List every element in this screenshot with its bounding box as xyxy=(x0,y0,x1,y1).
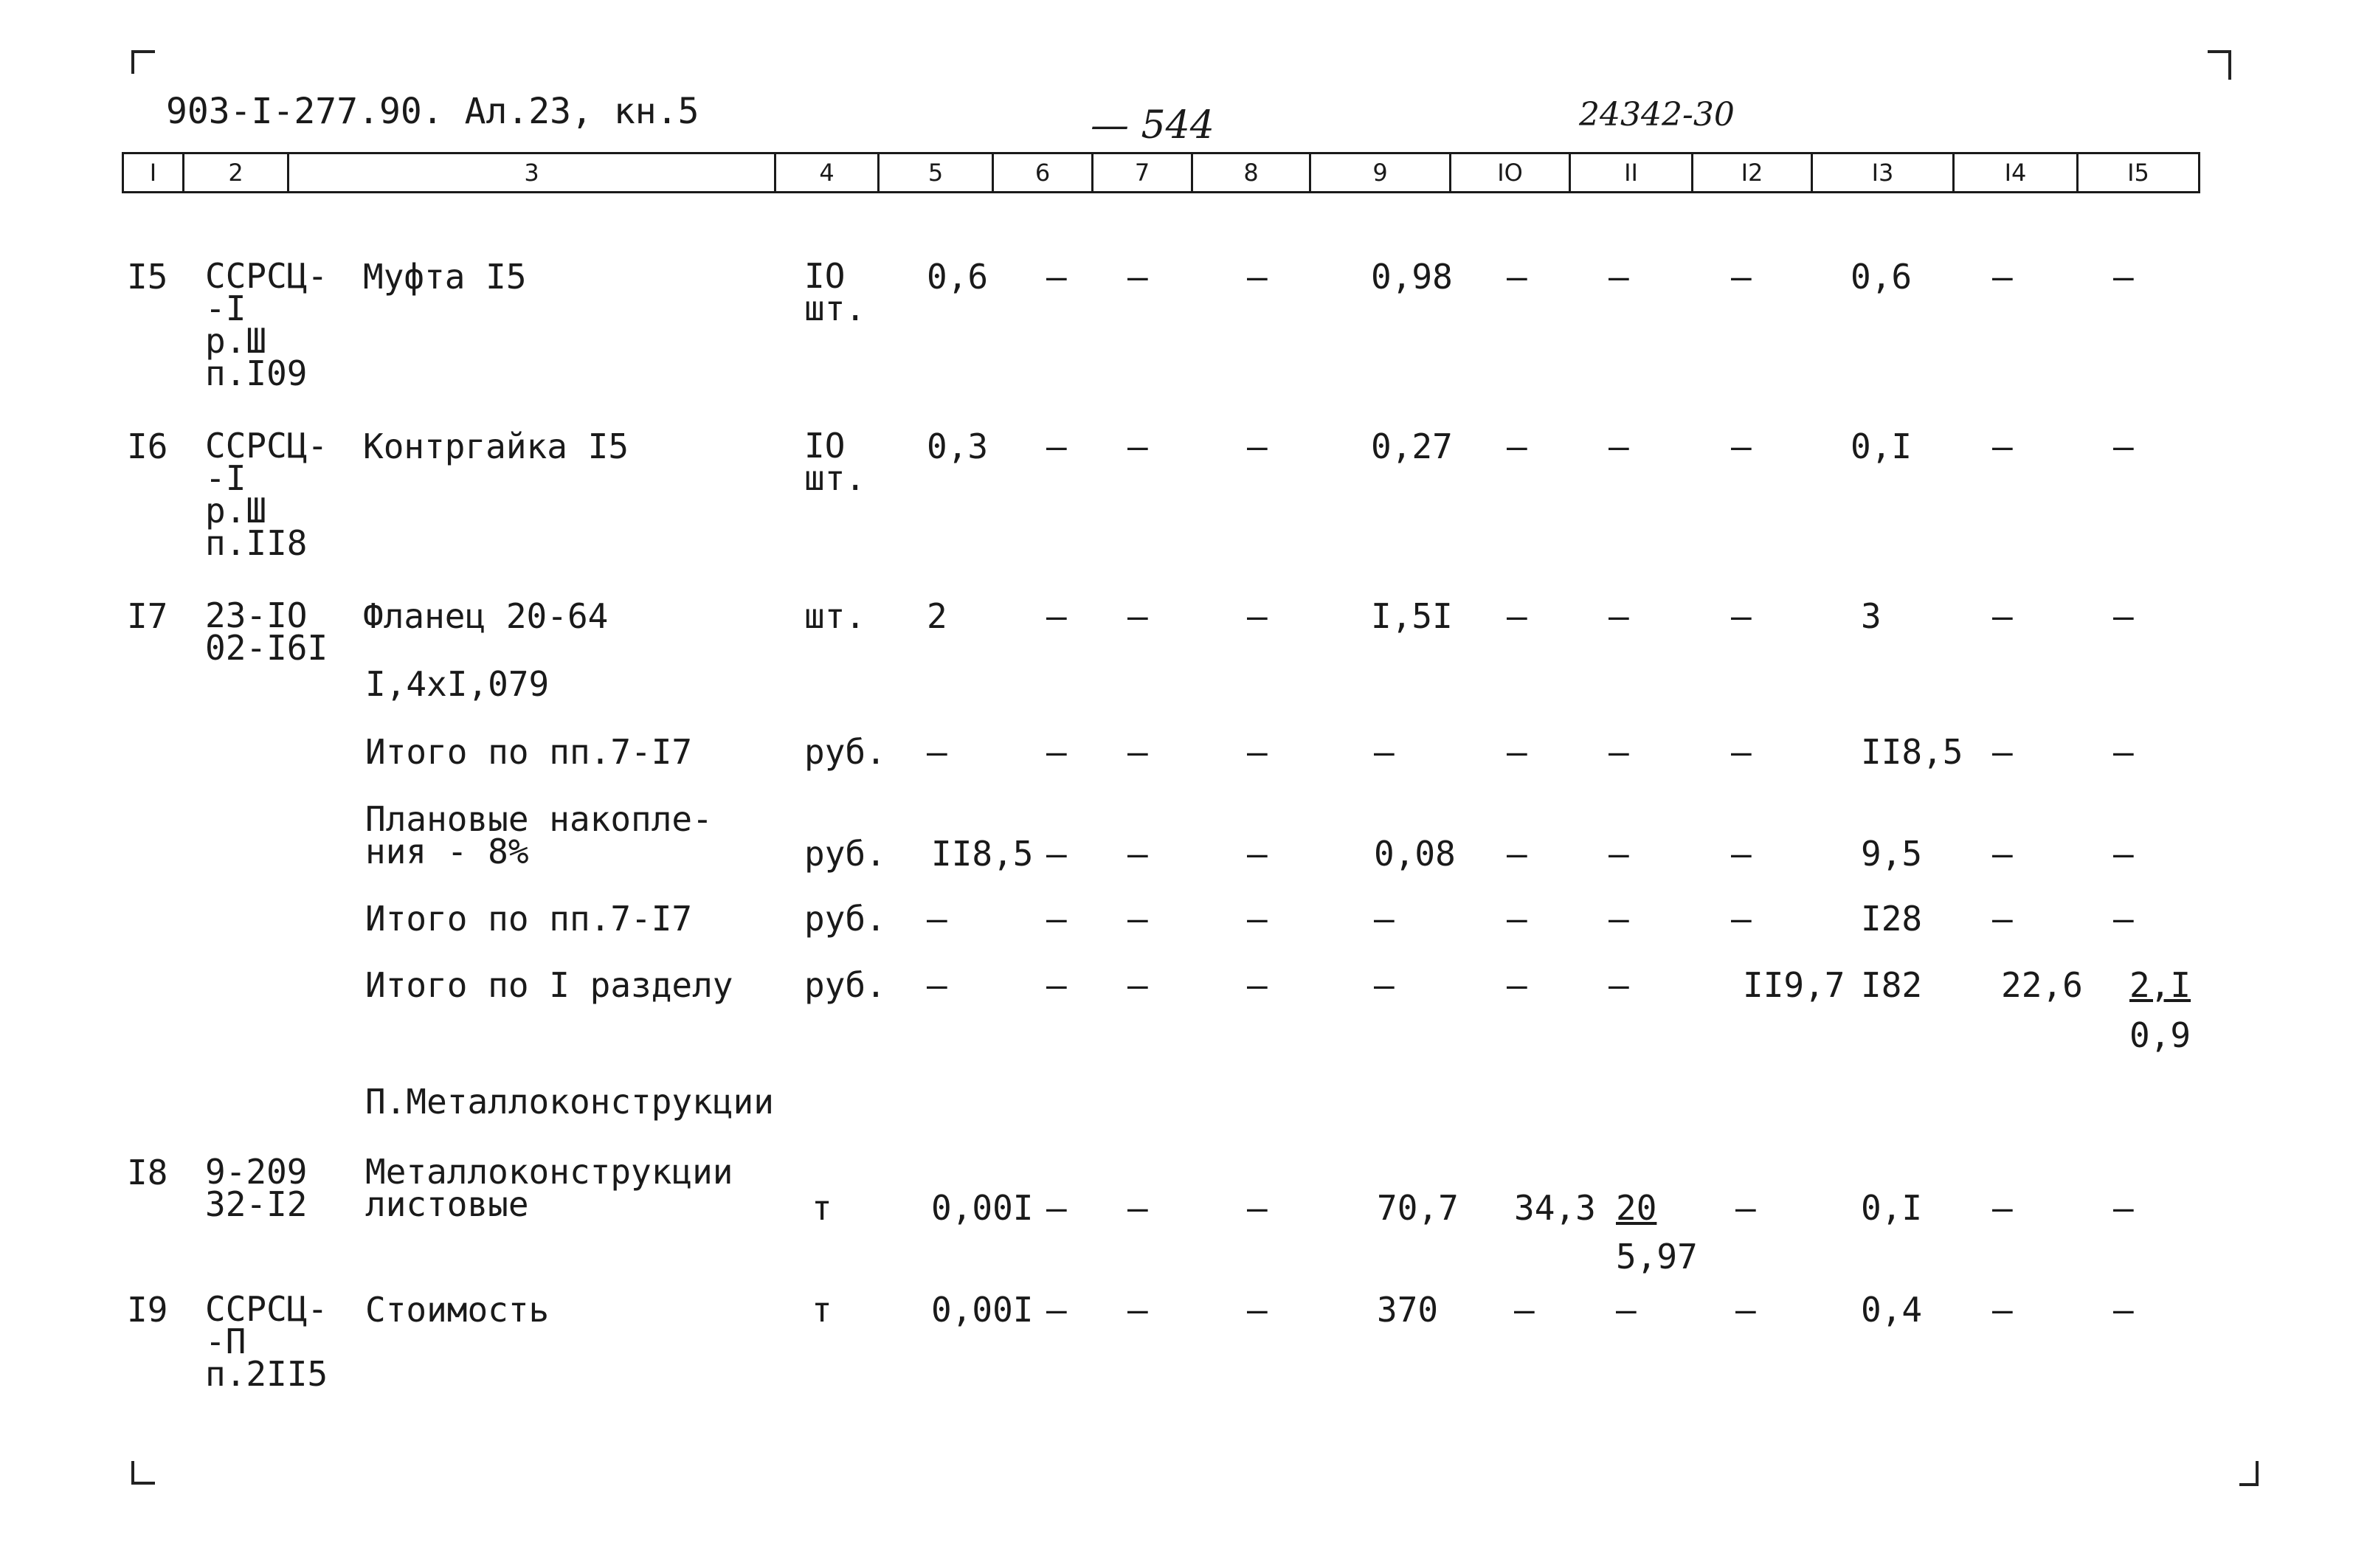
cell-col6: – xyxy=(1046,732,1067,772)
cell-col7: – xyxy=(1127,1290,1148,1330)
cell-col6: – xyxy=(1046,596,1067,636)
cell-col5: – xyxy=(927,732,947,772)
corner-mark-top-right xyxy=(2208,50,2231,80)
cell-col12: – xyxy=(1735,1188,1756,1228)
cell-col5: 0,00I xyxy=(931,1188,1034,1228)
cell-col7: – xyxy=(1127,426,1148,466)
col-header-11: II xyxy=(1569,152,1691,193)
totals-unit: руб. xyxy=(804,965,886,1005)
cell-col7: – xyxy=(1127,596,1148,636)
cell-col12: – xyxy=(1731,834,1752,874)
cell-col9: – xyxy=(1374,899,1395,939)
cell-col13: I82 xyxy=(1861,965,1923,1005)
row-name: Контргайка I5 xyxy=(363,426,629,466)
cell-col11-numerator: 20 xyxy=(1616,1188,1657,1228)
row-name: Стоимость xyxy=(365,1290,550,1330)
row-reference: ССРСЦ- -I р.Ш п.I09 xyxy=(205,256,328,393)
cell-col6: – xyxy=(1046,899,1067,939)
col-header-15: I5 xyxy=(2076,152,2200,193)
row-unit: IO шт. xyxy=(804,426,866,498)
col-header-5: 5 xyxy=(877,152,992,193)
cell-col15: – xyxy=(2113,426,2134,466)
cell-col10: – xyxy=(1507,834,1527,874)
totals-unit: руб. xyxy=(804,899,886,939)
cell-col13: II8,5 xyxy=(1861,732,1963,772)
col-header-9: 9 xyxy=(1309,152,1449,193)
cell-col8: – xyxy=(1247,426,1268,466)
page-number: — 544 xyxy=(1091,103,1214,148)
cell-col6: – xyxy=(1046,965,1067,1005)
totals-label: Итого по пп.7-I7 xyxy=(365,732,693,772)
archive-number: 24342-30 xyxy=(1579,96,1735,134)
row-number: I5 xyxy=(127,257,168,297)
cell-col8: – xyxy=(1247,834,1268,874)
row-name: Металлоконструкции листовые xyxy=(365,1152,733,1224)
col-header-4: 4 xyxy=(774,152,877,193)
cell-col5: 0,6 xyxy=(927,257,989,297)
cell-col11: – xyxy=(1609,965,1629,1005)
totals-unit: руб. xyxy=(804,732,886,772)
cell-col9: 70,7 xyxy=(1377,1188,1459,1228)
cell-col12: – xyxy=(1731,596,1752,636)
cell-col14: – xyxy=(1992,834,2013,874)
col-header-6: 6 xyxy=(992,152,1091,193)
cell-col13: 9,5 xyxy=(1861,834,1923,874)
cell-col7: – xyxy=(1127,899,1148,939)
col-header-2: 2 xyxy=(182,152,287,193)
cell-col7: – xyxy=(1127,965,1148,1005)
cell-col11: – xyxy=(1609,426,1629,466)
cell-col14: – xyxy=(1992,1290,2013,1330)
row-number: I8 xyxy=(127,1153,168,1192)
cell-col7: – xyxy=(1127,732,1148,772)
cell-col15-denominator: 0,9 xyxy=(2129,1015,2191,1055)
cell-col9: 370 xyxy=(1377,1290,1439,1330)
cell-col8: – xyxy=(1247,1188,1268,1228)
cell-col15: – xyxy=(2113,899,2134,939)
cell-col6: – xyxy=(1046,1188,1067,1228)
cell-col13: 0,I xyxy=(1851,426,1913,466)
col-header-10: IO xyxy=(1449,152,1569,193)
row-reference: ССРСЦ- -I р.Ш п.II8 xyxy=(205,426,328,563)
cell-col15: – xyxy=(2113,596,2134,636)
cell-col5: – xyxy=(927,965,947,1005)
cell-col10: – xyxy=(1507,426,1527,466)
cell-col13: 0,I xyxy=(1861,1188,1923,1228)
cell-col11: – xyxy=(1609,257,1629,297)
cell-col8: – xyxy=(1247,1290,1268,1330)
cell-col7: – xyxy=(1127,834,1148,874)
cell-col9: 0,98 xyxy=(1371,257,1453,297)
cell-col14: – xyxy=(1992,1188,2013,1228)
cell-col8: – xyxy=(1247,596,1268,636)
row-unit: IO шт. xyxy=(804,256,866,328)
row-name: Муфта I5 xyxy=(363,257,527,297)
col-header-8: 8 xyxy=(1191,152,1309,193)
cell-col5: – xyxy=(927,899,947,939)
section-title: П.Металлоконструкции xyxy=(365,1082,774,1122)
cell-col10: – xyxy=(1507,257,1527,297)
corner-mark-bottom-left xyxy=(131,1461,155,1485)
cell-col5: 2 xyxy=(927,596,947,636)
cell-col7: – xyxy=(1127,257,1148,297)
cell-col5: 0,3 xyxy=(927,426,989,466)
cell-col8: – xyxy=(1247,732,1268,772)
cell-col13: 0,6 xyxy=(1851,257,1913,297)
cell-col9: – xyxy=(1374,732,1395,772)
cell-col10: – xyxy=(1507,899,1527,939)
cell-col11: – xyxy=(1609,834,1629,874)
cell-col8: – xyxy=(1247,899,1268,939)
cell-col10: 34,3 xyxy=(1514,1188,1596,1228)
cell-col6: – xyxy=(1046,257,1067,297)
totals-label: Итого по I разделу xyxy=(365,965,733,1005)
cell-col9: 0,08 xyxy=(1374,834,1456,874)
cell-col12: – xyxy=(1731,732,1752,772)
cell-col11-denominator: 5,97 xyxy=(1616,1237,1698,1277)
cell-col13: 0,4 xyxy=(1861,1290,1923,1330)
corner-mark-bottom-right xyxy=(2239,1461,2259,1486)
cell-col15: – xyxy=(2113,732,2134,772)
cell-col11: – xyxy=(1609,596,1629,636)
col-header-7: 7 xyxy=(1091,152,1191,193)
totals-unit: руб. xyxy=(804,834,886,874)
cell-col9: 0,27 xyxy=(1371,426,1453,466)
totals-label: Плановые накопле- ния - 8% xyxy=(365,799,713,871)
cell-col7: – xyxy=(1127,1188,1148,1228)
cell-col6: – xyxy=(1046,1290,1067,1330)
cell-col5: II8,5 xyxy=(931,834,1034,874)
row-reference: 23-IO 02-I6I xyxy=(205,595,328,668)
cell-col15: – xyxy=(2113,1290,2134,1330)
document-code: 903-I-277.90. Ал.23, кн.5 xyxy=(166,91,699,132)
cell-col12: – xyxy=(1731,257,1752,297)
cell-col13: 3 xyxy=(1861,596,1882,636)
cell-col10: – xyxy=(1507,732,1527,772)
row-name-detail: I,4хI,079 xyxy=(365,664,550,704)
cell-col12: II9,7 xyxy=(1743,965,1845,1005)
row-unit: шт. xyxy=(804,596,866,636)
col-header-1: I xyxy=(122,152,182,193)
cell-col14: – xyxy=(1992,596,2013,636)
col-header-3: 3 xyxy=(287,152,774,193)
cell-col15: – xyxy=(2113,834,2134,874)
row-number: I7 xyxy=(127,596,168,636)
cell-col5: 0,00I xyxy=(931,1290,1034,1330)
cell-col12: – xyxy=(1731,899,1752,939)
row-reference: ССРСЦ- -П п.2II5 xyxy=(205,1289,328,1394)
cell-col10: – xyxy=(1507,596,1527,636)
row-number: I9 xyxy=(127,1290,168,1330)
cell-col15: – xyxy=(2113,257,2134,297)
cell-col6: – xyxy=(1046,426,1067,466)
cell-col6: – xyxy=(1046,834,1067,874)
col-header-13: I3 xyxy=(1811,152,1952,193)
row-number: I6 xyxy=(127,426,168,466)
cell-col11: – xyxy=(1609,732,1629,772)
cell-col15-numerator: 2,I xyxy=(2129,965,2191,1005)
cell-col14: – xyxy=(1992,257,2013,297)
corner-mark-top-left xyxy=(131,50,155,74)
cell-col9: – xyxy=(1374,965,1395,1005)
col-header-14: I4 xyxy=(1952,152,2076,193)
row-name: Фланец 20-64 xyxy=(363,596,609,636)
cell-col13: I28 xyxy=(1861,899,1923,939)
cell-col14: 22,6 xyxy=(2001,965,2083,1005)
cell-col14: – xyxy=(1992,426,2013,466)
row-unit: т xyxy=(812,1188,832,1228)
cell-col11: – xyxy=(1609,899,1629,939)
cell-col12: – xyxy=(1735,1290,1756,1330)
cell-col8: – xyxy=(1247,257,1268,297)
cell-col11: – xyxy=(1616,1290,1637,1330)
cell-col15: – xyxy=(2113,1188,2134,1228)
cell-col14: – xyxy=(1992,899,2013,939)
cell-col12: – xyxy=(1731,426,1752,466)
cell-col14: – xyxy=(1992,732,2013,772)
cell-col10: – xyxy=(1514,1290,1535,1330)
row-unit: т xyxy=(812,1290,832,1330)
cell-col9: I,5I xyxy=(1371,596,1453,636)
col-header-12: I2 xyxy=(1691,152,1811,193)
row-reference: 9-209 32-I2 xyxy=(205,1152,308,1224)
column-header-bar xyxy=(122,152,2225,199)
cell-col8: – xyxy=(1247,965,1268,1005)
totals-label: Итого по пп.7-I7 xyxy=(365,899,693,939)
cell-col10: – xyxy=(1507,965,1527,1005)
